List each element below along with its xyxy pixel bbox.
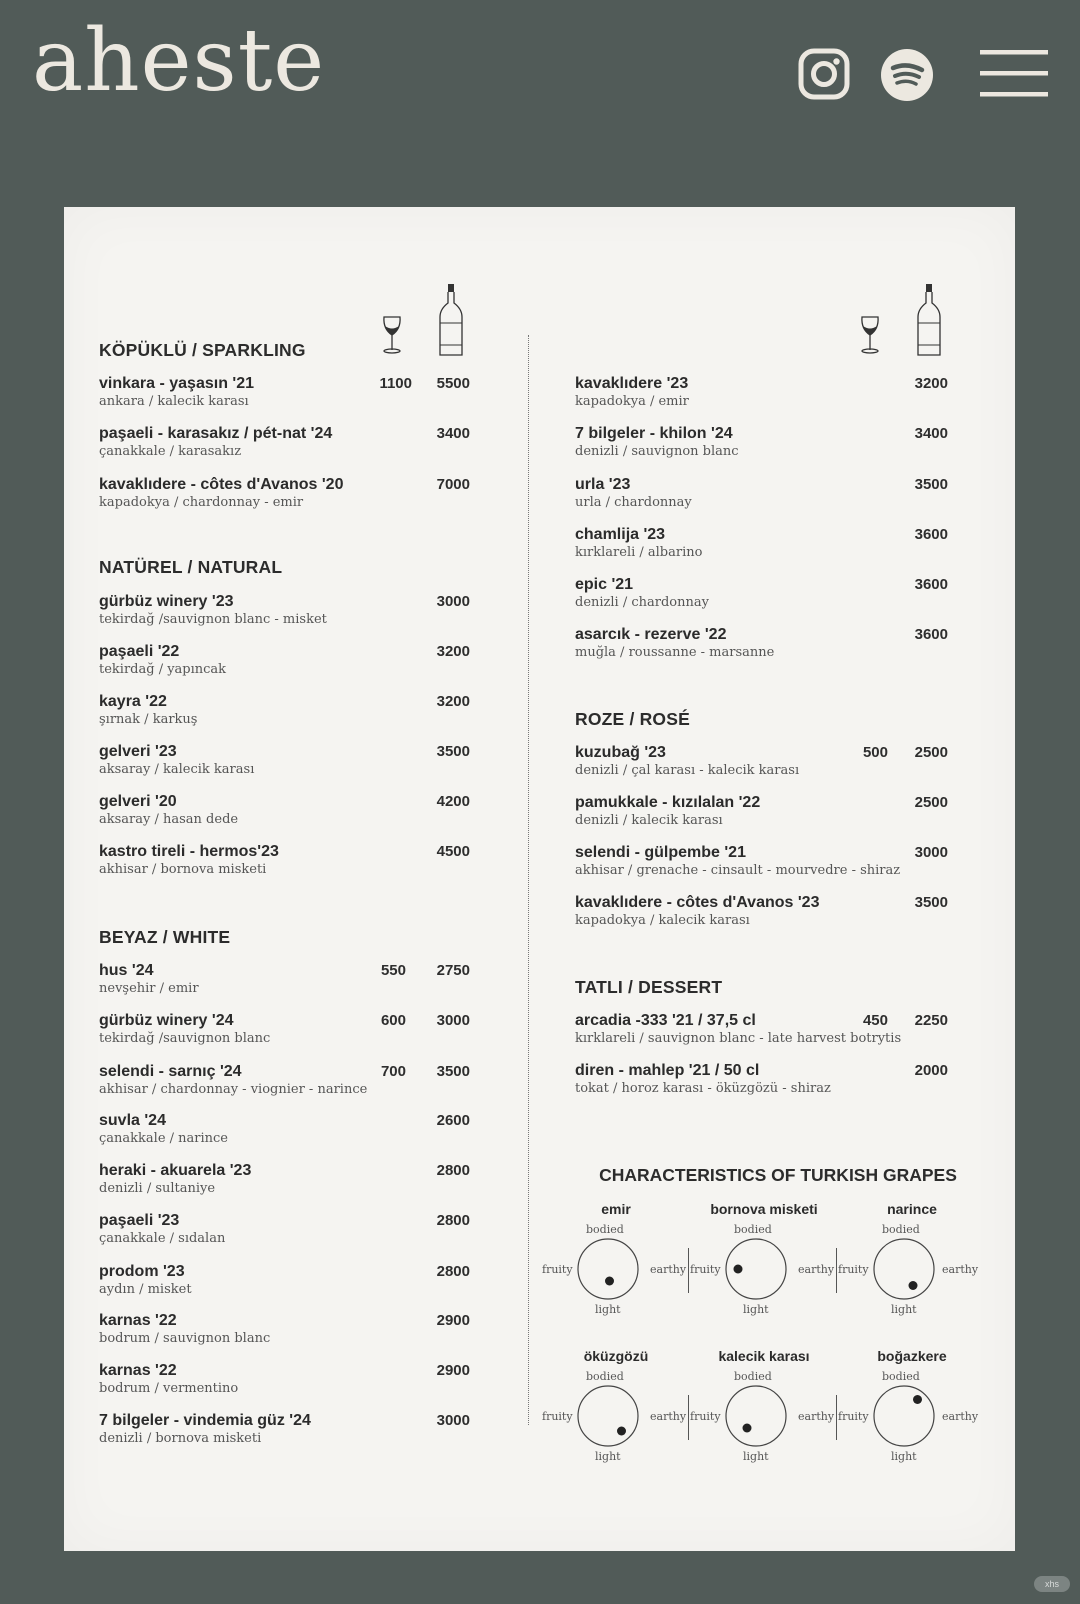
wine-item[interactable]: gelveri '20 aksaray / hasan dede — [99, 793, 239, 827]
wine-item[interactable]: kavaklıdere - côtes d'Avanos '23 kapadokya / kalecik karası — [575, 894, 820, 928]
bottle-price: 3200 — [436, 693, 470, 710]
profile-dot — [743, 1424, 752, 1433]
bottle-price: 3000 — [436, 1412, 470, 1429]
grape-chart — [542, 1348, 690, 1486]
axis-label-earthy: earthy — [650, 1263, 687, 1276]
axis-label-fruity: fruity — [542, 1410, 573, 1423]
grape-chart — [542, 1201, 690, 1339]
section-title-white: BEYAZ / WHITE — [99, 927, 231, 947]
grape-chart — [838, 1201, 986, 1339]
bottle-price: 3400 — [914, 425, 948, 442]
profile-dot — [734, 1265, 743, 1274]
bottle-price: 3500 — [436, 1063, 470, 1080]
bottle-price: 3200 — [914, 375, 948, 392]
bottle-price: 3500 — [436, 743, 470, 760]
axis-label-bodied: bodied — [882, 1370, 920, 1383]
section-title-sparkling: KÖPÜKLÜ / SPARKLING — [99, 340, 306, 360]
grape-profile — [542, 1201, 690, 1339]
wine-item[interactable]: pamukkale - kızılalan '22 denizli / kalecik karası — [575, 794, 761, 828]
wine-item[interactable]: vinkara - yaşasın '21 ankara / kalecik karası — [99, 375, 255, 409]
bottle-price: 2800 — [436, 1212, 470, 1229]
watermark: xhs — [1034, 1576, 1070, 1592]
axis-label-earthy: earthy — [942, 1263, 979, 1276]
axis-label-light: light — [595, 1450, 621, 1463]
bottle-price: 3600 — [914, 526, 948, 543]
axis-label-light: light — [891, 1450, 917, 1463]
bottle-price: 2500 — [914, 744, 948, 761]
wine-item[interactable]: gürbüz winery '23 tekirdağ /sauvignon blanc - misket — [99, 593, 327, 627]
grape-profile — [690, 1348, 838, 1486]
bottle-price: 7000 — [436, 476, 470, 493]
section-title-dessert: TATLI / DESSERT — [575, 977, 723, 997]
axis-label-bodied: bodied — [882, 1223, 920, 1236]
bottle-price: 3500 — [914, 894, 948, 911]
axis-label-light: light — [743, 1450, 769, 1463]
bottle-price: 3000 — [436, 593, 470, 610]
profile-dot — [605, 1277, 614, 1286]
wine-item[interactable]: kavaklıdere - côtes d'Avanos '20 kapadokya / chardonnay - emir — [99, 476, 344, 510]
bottle-price: 2800 — [436, 1263, 470, 1280]
grape-divider — [836, 1248, 837, 1293]
grape-profile — [838, 1348, 986, 1486]
grapes-section-title: CHARACTERISTICS OF TURKISH GRAPES — [599, 1165, 957, 1185]
glass-price: 600 — [380, 1012, 406, 1029]
grape-divider — [688, 1248, 689, 1293]
wine-bottle-icon — [438, 283, 464, 357]
bottle-price: 2750 — [436, 962, 470, 979]
wine-item[interactable]: epic '21 denizli / chardonnay — [575, 576, 709, 610]
profile-dot — [909, 1281, 918, 1290]
wine-item[interactable]: gelveri '23 aksaray / kalecik karası — [99, 743, 255, 777]
grape-profile — [690, 1201, 838, 1339]
bottle-price: 3600 — [914, 576, 948, 593]
wine-glass-icon — [858, 315, 882, 355]
axis-label-fruity: fruity — [838, 1263, 869, 1276]
wine-item[interactable]: 7 bilgeler - vindemia güz '24 denizli / bornova misketi — [99, 1412, 311, 1446]
wine-item[interactable]: paşaeli - karasakız / pét-nat '24 çanakkale / karasakız — [99, 425, 333, 459]
bottle-price: 2500 — [914, 794, 948, 811]
bottle-price: 2250 — [914, 1012, 948, 1029]
wine-item[interactable]: karnas '22 bodrum / vermentino — [99, 1362, 239, 1396]
glass-price: 450 — [862, 1012, 888, 1029]
axis-label-light: light — [891, 1303, 917, 1316]
menu-icon[interactable] — [980, 50, 1048, 98]
wine-item[interactable]: selendi - sarnıç '24 akhisar / chardonnay - viognier - narince — [99, 1063, 368, 1097]
grape-name: emir — [601, 1201, 631, 1217]
glass-price: 550 — [380, 962, 406, 979]
section-title-natural: NATÜREL / NATURAL — [99, 557, 283, 577]
axis-label-bodied: bodied — [734, 1370, 772, 1383]
bottle-price: 4200 — [436, 793, 470, 810]
bottle-price: 3600 — [914, 626, 948, 643]
axis-label-fruity: fruity — [542, 1263, 573, 1276]
bottle-price: 3000 — [436, 1012, 470, 1029]
axis-label-bodied: bodied — [586, 1370, 624, 1383]
bottle-price: 3200 — [436, 643, 470, 660]
grape-divider — [836, 1395, 837, 1440]
wine-item[interactable]: kayra '22 şırnak / karkuş — [99, 693, 198, 727]
axis-label-fruity: fruity — [838, 1410, 869, 1423]
glass-price: 700 — [380, 1063, 406, 1080]
grape-name: narince — [887, 1201, 937, 1217]
column-divider — [528, 335, 529, 1425]
axis-label-bodied: bodied — [586, 1223, 624, 1236]
wine-item[interactable]: arcadia -333 '21 / 37,5 cl kırklareli / sauvignon blanc - late harvest botrytis — [575, 1012, 902, 1046]
bottle-price: 2900 — [436, 1312, 470, 1329]
profile-dot — [617, 1427, 626, 1436]
wine-bottle-icon — [916, 283, 942, 357]
wine-item[interactable]: 7 bilgeler - khilon '24 denizli / sauvignon blanc — [575, 425, 739, 459]
wine-item[interactable]: hus '24 nevşehir / emir — [99, 962, 199, 996]
grape-name: kalecik karası — [718, 1348, 810, 1364]
grape-profile — [542, 1348, 690, 1486]
grape-chart — [690, 1201, 838, 1339]
brand-logo[interactable]: aheste — [32, 11, 326, 111]
wine-item[interactable]: suvla '24 çanakkale / narince — [99, 1112, 228, 1146]
bottle-price: 2000 — [914, 1062, 948, 1079]
wine-item[interactable]: prodom '23 aydın / misket — [99, 1263, 192, 1297]
bottle-price: 4500 — [436, 843, 470, 860]
wine-item[interactable]: gürbüz winery '24 tekirdağ /sauvignon blanc — [99, 1012, 271, 1046]
axis-label-earthy: earthy — [798, 1410, 835, 1423]
wine-item[interactable]: paşaeli '23 çanakkale / sıdalan — [99, 1212, 226, 1246]
axis-label-light: light — [743, 1303, 769, 1316]
wine-menu-card — [64, 207, 1015, 1551]
profile-dot — [913, 1395, 922, 1404]
wine-item[interactable]: diren - mahlep '21 / 50 cl tokat / horoz karası - öküzgözü - shiraz — [575, 1062, 831, 1096]
spotify-icon[interactable] — [880, 48, 934, 102]
wine-item[interactable]: selendi - gülpembe '21 akhisar / grenache - cinsault - mourvedre - shiraz — [575, 844, 901, 878]
bottle-price: 2800 — [436, 1162, 470, 1179]
axis-label-earthy: earthy — [650, 1410, 687, 1423]
wine-item[interactable]: urla '23 urla / chardonnay — [575, 476, 692, 510]
axis-label-bodied: bodied — [734, 1223, 772, 1236]
axis-label-fruity: fruity — [690, 1410, 721, 1423]
bottle-price: 2600 — [436, 1112, 470, 1129]
grape-chart — [838, 1348, 986, 1486]
instagram-icon[interactable] — [798, 48, 850, 100]
axis-label-earthy: earthy — [798, 1263, 835, 1276]
wine-item[interactable]: paşaeli '22 tekirdağ / yapıncak — [99, 643, 227, 677]
axis-label-fruity: fruity — [690, 1263, 721, 1276]
glass-price: 500 — [862, 744, 888, 761]
wine-glass-icon — [380, 315, 404, 355]
bottle-price: 2900 — [436, 1362, 470, 1379]
axis-label-light: light — [595, 1303, 621, 1316]
bottle-price: 3400 — [436, 425, 470, 442]
axis-label-earthy: earthy — [942, 1410, 979, 1423]
bottle-price: 3000 — [914, 844, 948, 861]
wine-item[interactable]: kuzubağ '23 denizli / çal karası - kalecik karası — [575, 744, 800, 778]
section-title-rose: ROZE / ROSÉ — [575, 709, 690, 729]
grape-profile — [838, 1201, 986, 1339]
header — [0, 0, 1080, 150]
glass-price: 1100 — [379, 375, 412, 392]
grape-name: öküzgözü — [583, 1348, 649, 1364]
wine-item[interactable]: asarcık - rezerve '22 muğla / roussanne - marsanne — [575, 626, 775, 660]
bottle-price: 5500 — [436, 375, 470, 392]
wine-item[interactable]: karnas '22 bodrum / sauvignon blanc — [99, 1312, 271, 1346]
grape-chart — [690, 1348, 838, 1486]
grape-divider — [688, 1395, 689, 1440]
grape-name: bornova misketi — [710, 1201, 818, 1217]
grape-name: boğazkere — [877, 1348, 947, 1364]
wine-item[interactable]: kavaklıdere '23 kapadokya / emir — [575, 375, 689, 409]
bottle-price: 3500 — [914, 476, 948, 493]
wine-item[interactable]: chamlija '23 kırklareli / albarino — [575, 526, 703, 560]
wine-item[interactable]: kastro tireli - hermos'23 akhisar / bornova misketi — [99, 843, 279, 877]
wine-item[interactable]: heraki - akuarela '23 denizli / sultaniye — [99, 1162, 252, 1196]
